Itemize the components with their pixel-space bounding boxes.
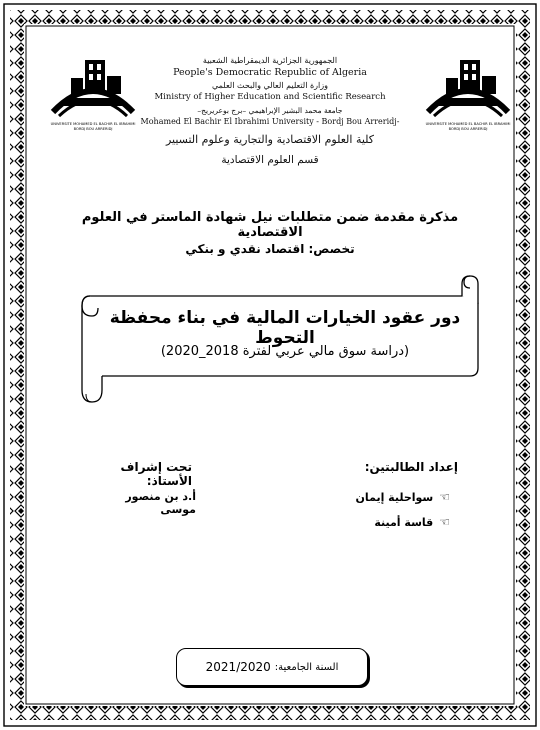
- thesis-intro: مذكرة مقدمة ضمن متطلبات نيل شهادة الماستر في العلوم الاقتصادية: [81, 210, 459, 240]
- academic-year-box: [176, 648, 368, 686]
- header-ministry-en: Ministry of Higher Education and Scientific Research: [154, 92, 386, 102]
- logo-emblem-icon: [45, 50, 141, 122]
- header-department-ar: قسم العلوم الاقتصادية: [221, 154, 319, 166]
- logo-emblem-icon: [420, 50, 516, 122]
- academic-year-label: السنة الجامعية:: [274, 661, 339, 673]
- header-faculty-ar: كلية العلوم الاقتصادية والتجارية وعلوم التسيير: [165, 133, 375, 146]
- academic-year-value: 2021/2020: [205, 660, 271, 674]
- supervisor-label: تحت إشراف الأستاذ:: [120, 460, 192, 488]
- students-label: إعداد الطالبتين:: [364, 460, 458, 474]
- logo-caption-sub: BORDJ BOU ARRERIDJ: [73, 127, 113, 131]
- header-ministry-ar: وزارة التعليم العالي والبحث العلمي: [212, 81, 328, 90]
- supervisor-name: أ.د بن منصور موسى: [125, 490, 196, 516]
- thesis-subtitle: (دراسة سوق مالي عربي لفترة 2018_2020): [160, 344, 410, 359]
- header-republic-ar: الجمهورية الجزائرية الديمقراطية الشعبية: [202, 56, 338, 65]
- student-name: قاسة أمينة: [374, 515, 434, 529]
- student-item: [356, 490, 450, 504]
- header-republic-en: People's Democratic Republic of Algeria: [173, 67, 367, 78]
- header-university-en: Mohamed El Bachir El Ibrahimi University - Bordj Bou Arreridj-: [140, 117, 400, 126]
- header-university-ar: جامعة محمد البشير الإبراهيمي –برج بوعريريج–: [197, 106, 343, 115]
- pointing-hand-icon: ☜: [439, 490, 450, 504]
- thesis-specialty: تخصص: اقتصاد نقدي و بنكي: [185, 242, 355, 256]
- logo-caption-sub: BORDJ BOU ARRERIDJ: [448, 127, 488, 131]
- thesis-title: دور عقود الخيارات المالية في بناء محفظة التحوط: [109, 308, 461, 348]
- university-logo-left: [45, 50, 141, 136]
- student-name: سواحلية إيمان: [355, 490, 434, 504]
- student-item: [374, 515, 450, 529]
- pointing-hand-icon: ☜: [439, 515, 450, 529]
- university-logo-right: [420, 50, 516, 136]
- logo-caption: UNIVERSITE MOHAMED EL BACHIR EL IBRAHIMI: [50, 122, 136, 126]
- logo-caption: UNIVERSITE MOHAMED EL BACHIR EL IBRAHIMI: [425, 122, 511, 126]
